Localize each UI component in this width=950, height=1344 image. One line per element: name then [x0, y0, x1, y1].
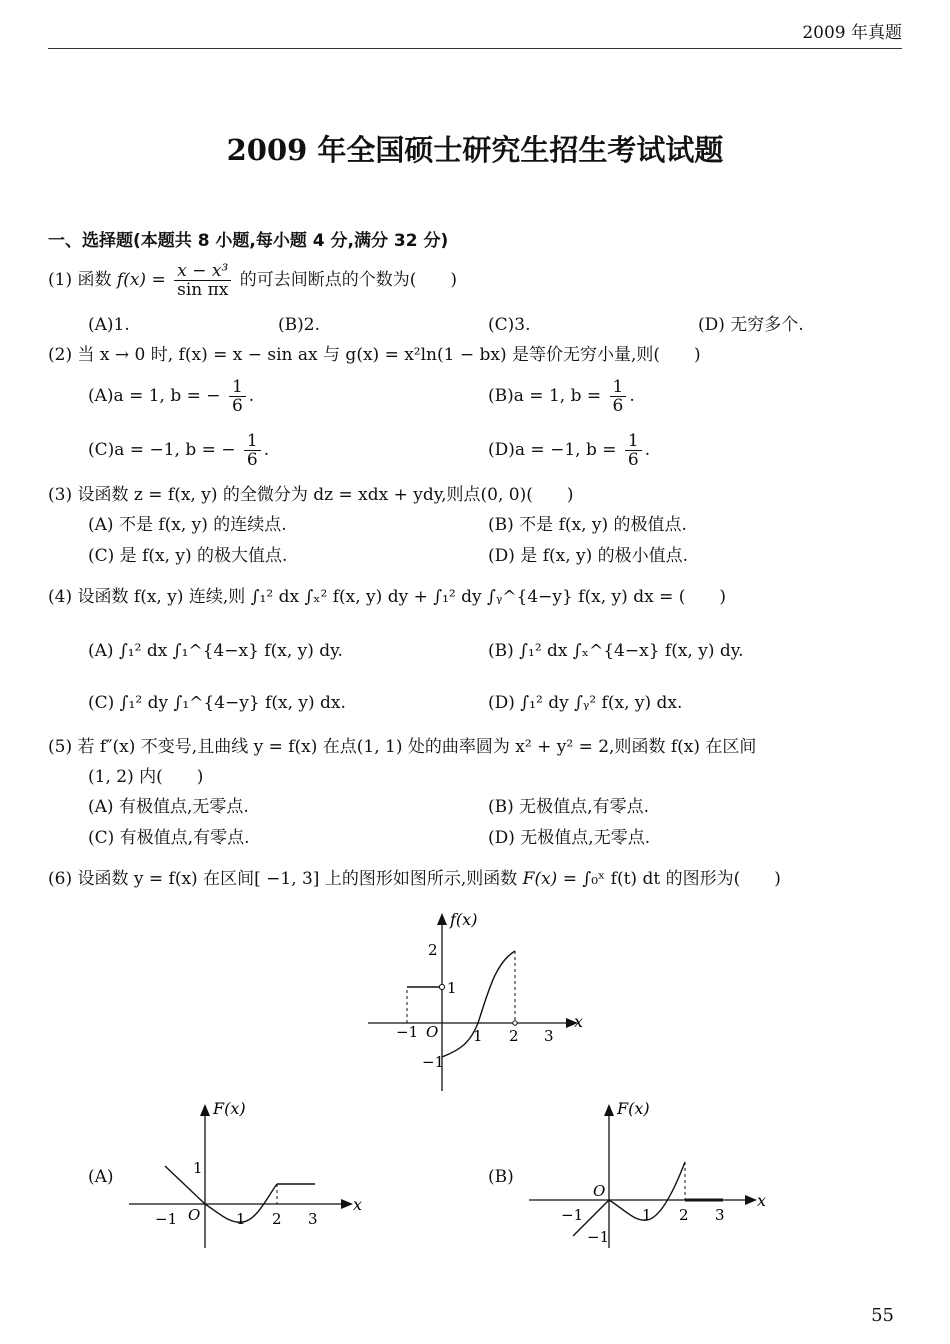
running-header: 2009 年真题	[802, 23, 902, 43]
q3-option-a: (A) 不是 f(x, y) 的连续点.	[88, 515, 287, 535]
q1-option-b: (B)2.	[278, 315, 320, 335]
f-graph-xlabel: x	[574, 1012, 584, 1031]
f-graph-tick-point	[513, 1021, 517, 1025]
q4-option-d: (D) ∫₁² dy ∫ᵧ² f(x, y) dx.	[488, 693, 683, 713]
q2-option-c	[88, 432, 269, 469]
q1-fraction-numerator: x − x³	[174, 262, 231, 281]
section-heading: 一、选择题(本题共 8 小题,每小题 4 分,满分 32 分)	[48, 231, 449, 251]
q4-option-c: (C) ∫₁² dy ∫₁^{4−y} f(x, y) dx.	[88, 693, 346, 713]
f-graph-xtick-1: 1	[473, 1027, 483, 1045]
q6-tail: 的图形为( )	[665, 869, 781, 889]
question-4	[48, 586, 726, 608]
q2-option-d-label: (D)a = −1, b =	[488, 440, 617, 460]
q2-option-a-fraction	[229, 378, 246, 415]
q2-option-b	[488, 378, 635, 415]
graph-b-x-arrow	[745, 1195, 757, 1205]
page-title: 2009 年全国硕士研究生招生考试试题	[226, 133, 724, 167]
q1-tail: 的可去间断点的个数为( )	[239, 270, 458, 290]
graph-a-xtick-3: 3	[308, 1210, 318, 1228]
q2-option-b-fraction	[610, 378, 627, 415]
question-5-line-1: (5) 若 f″(x) 不变号,且曲线 y = f(x) 在点(1, 1) 处的曲率圆为 x² + y² = 2,则函数 f(x) 在区间	[48, 737, 757, 757]
q2-d-den: 6	[627, 450, 639, 470]
q2-option-a-label: (A)a = 1, b = −	[88, 386, 221, 406]
q2-option-d	[488, 432, 650, 469]
graph-a	[125, 1096, 365, 1256]
q4-number: (4)	[48, 587, 73, 607]
q2-a-num: 1	[229, 378, 246, 397]
f-graph-xtick-3: 3	[544, 1027, 554, 1045]
f-graph-ylabel: f(x)	[450, 910, 478, 929]
q1-fx: f(x) =	[116, 270, 166, 290]
graph-a-y-arrow	[200, 1104, 210, 1116]
q2-option-b-label: (B)a = 1, b =	[488, 386, 602, 406]
question-5-line-2: (1, 2) 内( )	[88, 767, 204, 787]
f-graph-ytick-neg1: −1	[422, 1053, 445, 1071]
graph-b-xtick-3: 3	[715, 1206, 725, 1224]
f-graph-ytick-2: 2	[428, 941, 438, 959]
q1-fraction-denominator: sin πx	[177, 280, 229, 300]
graph-b-xlabel: x	[757, 1191, 767, 1210]
q1-fraction	[174, 262, 231, 299]
q4-integral-1: ∫₁² dx ∫ₓ² f(x, y) dy	[250, 587, 409, 607]
q4-option-a: (A) ∫₁² dx ∫₁^{4−x} f(x, y) dy.	[88, 641, 343, 661]
q3-option-d: (D) 是 f(x, y) 的极小值点.	[488, 546, 689, 566]
graph-a-xtick-1: 1	[236, 1210, 246, 1228]
question-6	[48, 868, 781, 890]
q2-d-num: 1	[625, 432, 642, 451]
graph-a-x-arrow	[341, 1199, 353, 1209]
q5-option-b: (B) 无极值点,有零点.	[488, 797, 649, 817]
graph-a-xtick-neg1: −1	[155, 1210, 178, 1228]
q6-integral: ∫₀ˣ f(t) dt	[582, 869, 661, 889]
q2-b-den: 6	[612, 396, 624, 416]
q2-a-end: .	[248, 386, 255, 406]
f-graph-xtick-2: 2	[509, 1027, 519, 1045]
q3-option-b: (B) 不是 f(x, y) 的极值点.	[488, 515, 687, 535]
q2-option-a	[88, 378, 254, 415]
q5-option-d: (D) 无极值点,无零点.	[488, 828, 651, 848]
graph-b-origin: O	[593, 1182, 606, 1200]
graph-b	[525, 1096, 775, 1256]
page-number: 55	[871, 1305, 894, 1326]
q2-option-d-fraction	[625, 432, 642, 469]
graph-a-origin: O	[188, 1206, 201, 1224]
graph-a-xtick-2: 2	[272, 1210, 282, 1228]
q6-option-b-label: (B)	[488, 1167, 514, 1187]
f-graph-y-arrow	[437, 913, 447, 925]
q4-option-b: (B) ∫₁² dx ∫ₓ^{4−x} f(x, y) dy.	[488, 641, 744, 661]
q2-b-end: .	[629, 386, 635, 406]
q2-option-c-label: (C)a = −1, b = −	[88, 440, 236, 460]
q4-plus: +	[413, 587, 428, 607]
q2-d-end: .	[644, 440, 651, 460]
graph-a-ytick-1: 1	[193, 1159, 203, 1177]
q2-a-den: 6	[231, 396, 243, 416]
graph-b-xtick-2: 2	[679, 1206, 689, 1224]
question-2: (2) 当 x → 0 时, f(x) = x − sin ax 与 g(x) = x²ln(1 − bx) 是等价无穷小量,则( )	[48, 345, 701, 365]
q4-integral-2: ∫₁² dy ∫ᵧ^{4−y} f(x, y) dx	[433, 587, 654, 607]
graph-b-y-arrow	[604, 1104, 614, 1116]
q3-option-c: (C) 是 f(x, y) 的极大值点.	[88, 546, 288, 566]
q1-option-d: (D) 无穷多个.	[698, 315, 804, 335]
graph-b-xtick-1: 1	[642, 1206, 652, 1224]
q6-Fx: F(x) =	[522, 869, 577, 889]
f-graph-origin: O	[426, 1023, 439, 1041]
q6-option-a-label: (A)	[88, 1167, 114, 1187]
question-1	[48, 262, 457, 299]
graph-a-xlabel: x	[353, 1195, 363, 1214]
q1-lead: 函数	[77, 270, 112, 290]
q2-c-num: 1	[244, 432, 261, 451]
q1-number: (1)	[48, 270, 73, 290]
question-3: (3) 设函数 z = f(x, y) 的全微分为 dz = xdx + ydy,则点(0, 0)( )	[48, 485, 574, 505]
graph-b-ylabel: F(x)	[617, 1099, 650, 1118]
q1-option-a: (A)1.	[88, 315, 130, 335]
graph-b-ytick-neg1: −1	[587, 1228, 610, 1246]
q2-option-c-fraction	[244, 432, 261, 469]
q2-b-num: 1	[610, 378, 627, 397]
q1-option-c: (C)3.	[488, 315, 531, 335]
f-graph-ytick-1: 1	[447, 979, 457, 997]
f-graph-open-point	[439, 984, 444, 989]
q4-lead: 设函数 f(x, y) 连续,则	[77, 587, 246, 607]
graph-a-ylabel: F(x)	[213, 1099, 246, 1118]
q2-c-end: .	[263, 440, 270, 460]
f-graph	[360, 905, 590, 1095]
graph-b-xtick-neg1: −1	[561, 1206, 584, 1224]
q2-c-den: 6	[246, 450, 258, 470]
q5-option-c: (C) 有极值点,有零点.	[88, 828, 250, 848]
f-graph-xtick-neg1: −1	[396, 1023, 419, 1041]
q5-option-a: (A) 有极值点,无零点.	[88, 797, 249, 817]
header-rule	[48, 48, 902, 49]
q4-tail: = ( )	[659, 587, 726, 607]
q6-lead: (6) 设函数 y = f(x) 在区间[ −1, 3] 上的图形如图所示,则函数	[48, 869, 518, 889]
